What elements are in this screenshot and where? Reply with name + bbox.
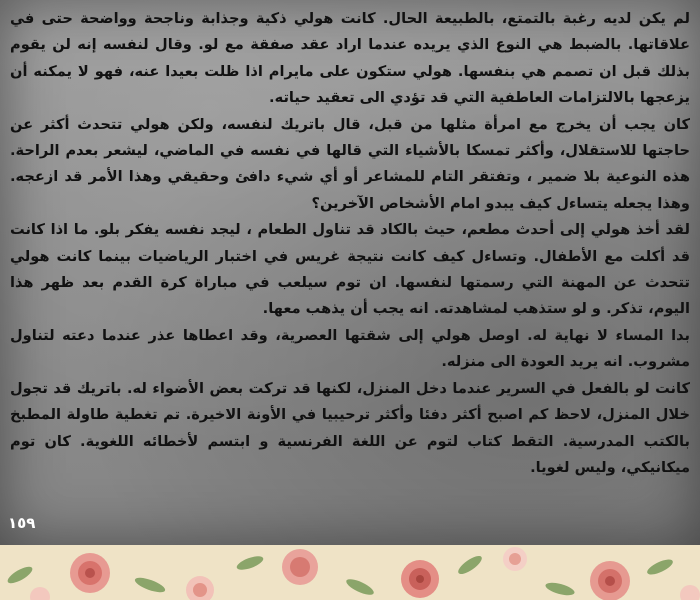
- floral-border: [0, 545, 700, 600]
- paragraph-1: لم يكن لديه رغبة بالتمتع، بالطبيعة الحال. كانت هولي ذكية وجذابة وناجحة وواضحة حتى في علاقاتها. بالضبط هي النوع الذي يريده عندما اراد عقد صفقة مع لو. وقال لنفسه إنه لن يقوم بذلك قبل ان تصمم هي بنفسها. هولي ستكون على مايرام اذا ظلت بعيدا عنه، فهو لا يمكنه أن يزعجها بالالتزامات العاطفية التي قد تؤدي الى تعقيد حياته.: [10, 10, 690, 107]
- paragraph-2: كان يجب أن يخرج مع امرأة مثلها من قبل، قال باتريك لنفسه، ولكن هولي تتحدث أكثر عن حاجتها للاستقلال، وأكثر تمسكا بالأشياء التي قالها في نفسه في الماضي، ليشعر بعدم الراحة. هذه النوعية بلا ضمير ، وتفتقر التام للمشاعر أو أي شيء دافئ وحقيقي وهذا الأمر قد ازعجه. وهذا يجعله يتساءل كيف يبدو امام الأشخاص الآخرين؟: [10, 115, 690, 212]
- floral-pattern: [0, 545, 700, 600]
- paragraph-5: كانت لو بالفعل في السرير عندما دخل المنزل، لكنها قد تركت بعض الأضواء له. باتريك قد تجول خلال المنزل، لاحظ كم اصبح أكثر دفئا وأكثر ترحيبيا في الأونة الاخيرة. تم تغطية طاولة المطبخ بالكتب المدرسية. التقط كتاب لتوم عن اللغة الفرنسية و ابتسم لأخطائه اللغوية. كان توم ميكانيكي، وليس لغويا.: [10, 379, 690, 476]
- paragraph-4: بدا المساء لا نهاية له. اوصل هولي إلى شقتها العصرية، وقد اعطاها عذر عندما دعته لتناول مشروب. انه يريد العودة الى منزله.: [10, 326, 690, 371]
- page-text: [10, 6, 690, 481]
- page-number: ١٥٩: [8, 514, 36, 532]
- paragraph-3: لقد أخذ هولي إلى أحدث مطعم، حيث بالكاد قد تناول الطعام ، ليجد نفسه يفكر بلو. ما اذا كانت قد أكلت مع الأطفال. وتساءل كيف كانت نتيجة غريس في اختبار الرياضيات بينما كانت هولي تتحدث عن المهنة التي رسمتها لنفسها. ان توم سيلعب في مباراة كرة القدم بعد ظهر هذا اليوم، تذكر. و لو ستذهب لمشاهدته. انه يجب أن يذهب معها.: [10, 221, 690, 318]
